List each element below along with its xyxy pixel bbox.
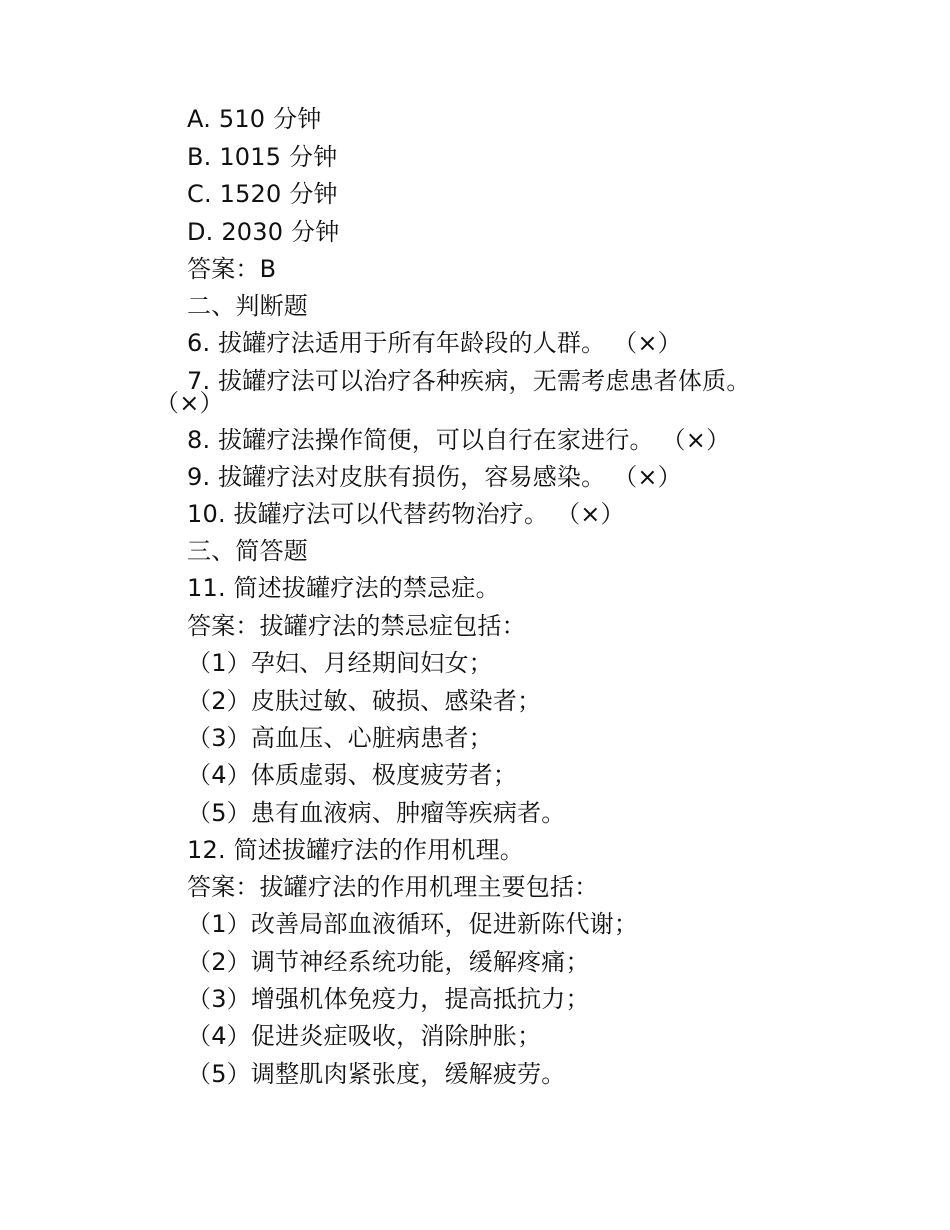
option-b: B. 1015 分钟 bbox=[187, 143, 338, 171]
option-a: A. 510 分钟 bbox=[187, 105, 322, 133]
answer-q5: 答案：B bbox=[187, 255, 277, 283]
question-6: 6. 拔罐疗法适用于所有年龄段的人群。 （×） bbox=[187, 329, 682, 357]
question-7: 7. 拔罐疗法可以治疗各种疾病，无需考虑患者体质。 bbox=[187, 367, 751, 395]
option-c: C. 1520 分钟 bbox=[187, 180, 338, 208]
q12-item-4: （4）促进炎症吸收，消除肿胀； bbox=[187, 1022, 542, 1050]
section-title-true-false: 二、判断题 bbox=[187, 292, 308, 320]
answer-q11: 答案：拔罐疗法的禁忌症包括： bbox=[187, 612, 526, 640]
q11-item-3: （3）高血压、心脏病患者； bbox=[187, 724, 493, 752]
question-10: 10. 拔罐疗法可以代替药物治疗。 （×） bbox=[187, 500, 625, 528]
q12-item-3: （3）增强机体免疫力，提高抵抗力； bbox=[187, 985, 590, 1013]
q12-item-1: （1）改善局部血液循环，促进新陈代谢； bbox=[187, 910, 639, 938]
question-11: 11. 简述拔罐疗法的禁忌症。 bbox=[187, 574, 500, 602]
option-d: D. 2030 分钟 bbox=[187, 218, 340, 246]
q11-item-4: （4）体质虚弱、极度疲劳者； bbox=[187, 761, 518, 789]
section-title-short-answer: 三、简答题 bbox=[187, 537, 308, 565]
q11-item-5: （5）患有血液病、肿瘤等疾病者。 bbox=[187, 799, 566, 827]
q12-item-5: （5）调整肌肉紧张度，缓解疲劳。 bbox=[187, 1060, 566, 1088]
question-8: 8. 拔罐疗法操作简便，可以自行在家进行。 （×） bbox=[187, 426, 731, 454]
q11-item-2: （2）皮肤过敏、破损、感染者； bbox=[187, 687, 542, 715]
question-12: 12. 简述拔罐疗法的作用机理。 bbox=[187, 836, 524, 864]
answer-q12: 答案：拔罐疗法的作用机理主要包括： bbox=[187, 873, 599, 901]
question-7-tail: （×） bbox=[155, 389, 224, 417]
q12-item-2: （2）调节神经系统功能，缓解疼痛； bbox=[187, 948, 590, 976]
q11-item-1: （1）孕妇、月经期间妇女； bbox=[187, 649, 493, 677]
question-9: 9. 拔罐疗法对皮肤有损伤，容易感染。 （×） bbox=[187, 463, 682, 491]
